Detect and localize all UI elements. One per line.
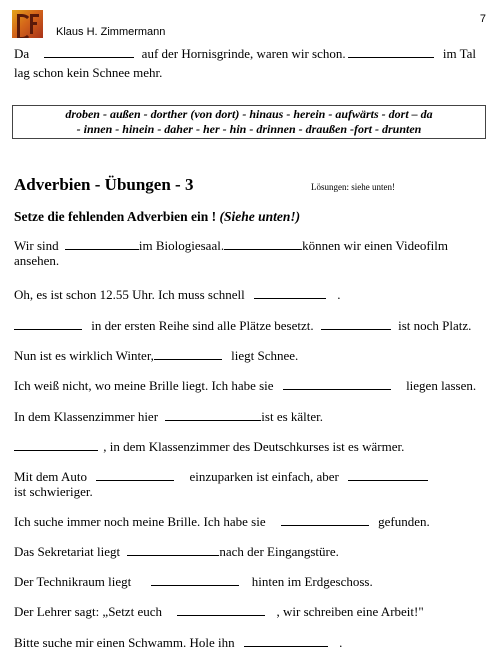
exercise-text: liegen lassen.: [406, 378, 477, 393]
intro-sentence: [14, 44, 490, 82]
answer-blank[interactable]: [127, 544, 219, 556]
exercise-item: [14, 574, 490, 589]
answer-blank[interactable]: [224, 238, 302, 250]
daf-logo: [12, 10, 43, 38]
answer-blank[interactable]: [254, 287, 326, 299]
exercise-item: [14, 287, 490, 302]
exercise-text: Nun ist es wirklich Winter,: [14, 348, 154, 363]
exercise-item: [14, 378, 490, 393]
exercise-item: [14, 409, 490, 424]
exercise-text: im Biologiesaal.: [138, 238, 225, 253]
exercise-item: [14, 238, 490, 268]
exercise-text: , wir schreiben eine Arbeit!": [276, 604, 424, 619]
answer-blank[interactable]: [165, 409, 261, 421]
exercise-text: Der Lehrer sagt: „Setzt euch: [14, 604, 162, 619]
exercise-text: , in dem Klassenzimmer des Deutschkurses ist es wärmer.: [103, 439, 405, 454]
page-number: 7: [479, 13, 486, 25]
exercise-item: [14, 469, 490, 499]
section-title: Adverbien - Übungen - 3: [14, 175, 194, 194]
intro-text-2: auf der Hornisgrinde, waren wir schon.: [141, 46, 346, 61]
exercise-text: gefunden.: [378, 514, 430, 529]
exercise-item: [14, 635, 490, 650]
exercise-text: ist noch Platz.: [398, 318, 472, 333]
exercise-text: Ich suche immer noch meine Brille. Ich habe sie: [14, 514, 266, 529]
exercise-text: .: [337, 287, 341, 302]
intro-text-3: im Tal lag schon kein Schnee mehr.: [14, 46, 477, 80]
exercise-text: .: [339, 635, 343, 650]
exercise-text: Ich weiß nicht, wo meine Brille liegt. Ich habe sie: [14, 378, 274, 393]
exercise-item: [14, 514, 490, 529]
solution-hint: Lösungen: siehe unten!: [311, 182, 395, 192]
exercise-text: In dem Klassenzimmer hier: [14, 409, 159, 424]
blank-line[interactable]: [44, 46, 134, 58]
answer-blank[interactable]: [14, 439, 98, 451]
answer-blank[interactable]: [283, 378, 391, 390]
exercise-text: Das Sekretariat liegt: [14, 544, 121, 559]
exercise-text: können wir einen Videofilm: [302, 238, 449, 253]
exercise-text: liegt Schnee.: [231, 348, 299, 363]
exercise-text: ist schwieriger.: [14, 484, 93, 499]
exercise-text: Oh, es ist schon 12.55 Uhr. Ich muss schnell: [14, 287, 245, 302]
exercise-text: einzuparken ist einfach, aber: [189, 469, 339, 484]
exercise-text: ist es kälter.: [261, 409, 324, 424]
intro-text-1: Da: [14, 46, 30, 61]
answer-blank[interactable]: [281, 514, 369, 526]
exercise-item: [14, 318, 490, 333]
instruction-text: Setze die fehlenden Adverbien ein !: [14, 209, 217, 224]
exercise-text: Mit dem Auto: [14, 469, 87, 484]
answer-blank[interactable]: [154, 348, 222, 360]
exercise-item: [14, 348, 490, 363]
exercise-text: Der Technikraum liegt: [14, 574, 132, 589]
answer-blank[interactable]: [321, 318, 391, 330]
word-bank-box: [12, 105, 486, 139]
answer-blank[interactable]: [14, 318, 82, 330]
answer-blank[interactable]: [96, 469, 174, 481]
answer-blank[interactable]: [244, 635, 328, 647]
exercise-text: ansehen.: [14, 253, 60, 268]
answer-blank[interactable]: [151, 574, 239, 586]
instruction: [14, 209, 300, 225]
exercise-text: hinten im Erdgeschoss.: [251, 574, 373, 589]
instruction-note: (Siehe unten!): [219, 209, 301, 224]
exercise-text: in der ersten Reihe sind alle Plätze besetzt.: [91, 318, 314, 333]
answer-blank[interactable]: [177, 604, 265, 616]
exercise-text: nach der Eingangstüre.: [219, 544, 339, 559]
answer-blank[interactable]: [65, 238, 139, 250]
exercise-text: Wir sind: [14, 238, 59, 253]
blank-line[interactable]: [348, 46, 434, 58]
exercise-item: [14, 544, 490, 559]
exercise-item: [14, 604, 490, 619]
word-bank-line-1: droben - außen - dorther (von dort) - hinaus - herein - aufwärts - dort – da: [65, 107, 433, 121]
answer-blank[interactable]: [348, 469, 428, 481]
exercise-text: Bitte suche mir einen Schwamm. Hole ihn: [14, 635, 235, 650]
word-bank-line-2: - innen - hinein - daher - her - hin - drinnen - draußen -fort - drunten: [76, 122, 422, 136]
author-name: Klaus H. Zimmermann: [56, 26, 166, 38]
exercise-item: [14, 439, 490, 454]
